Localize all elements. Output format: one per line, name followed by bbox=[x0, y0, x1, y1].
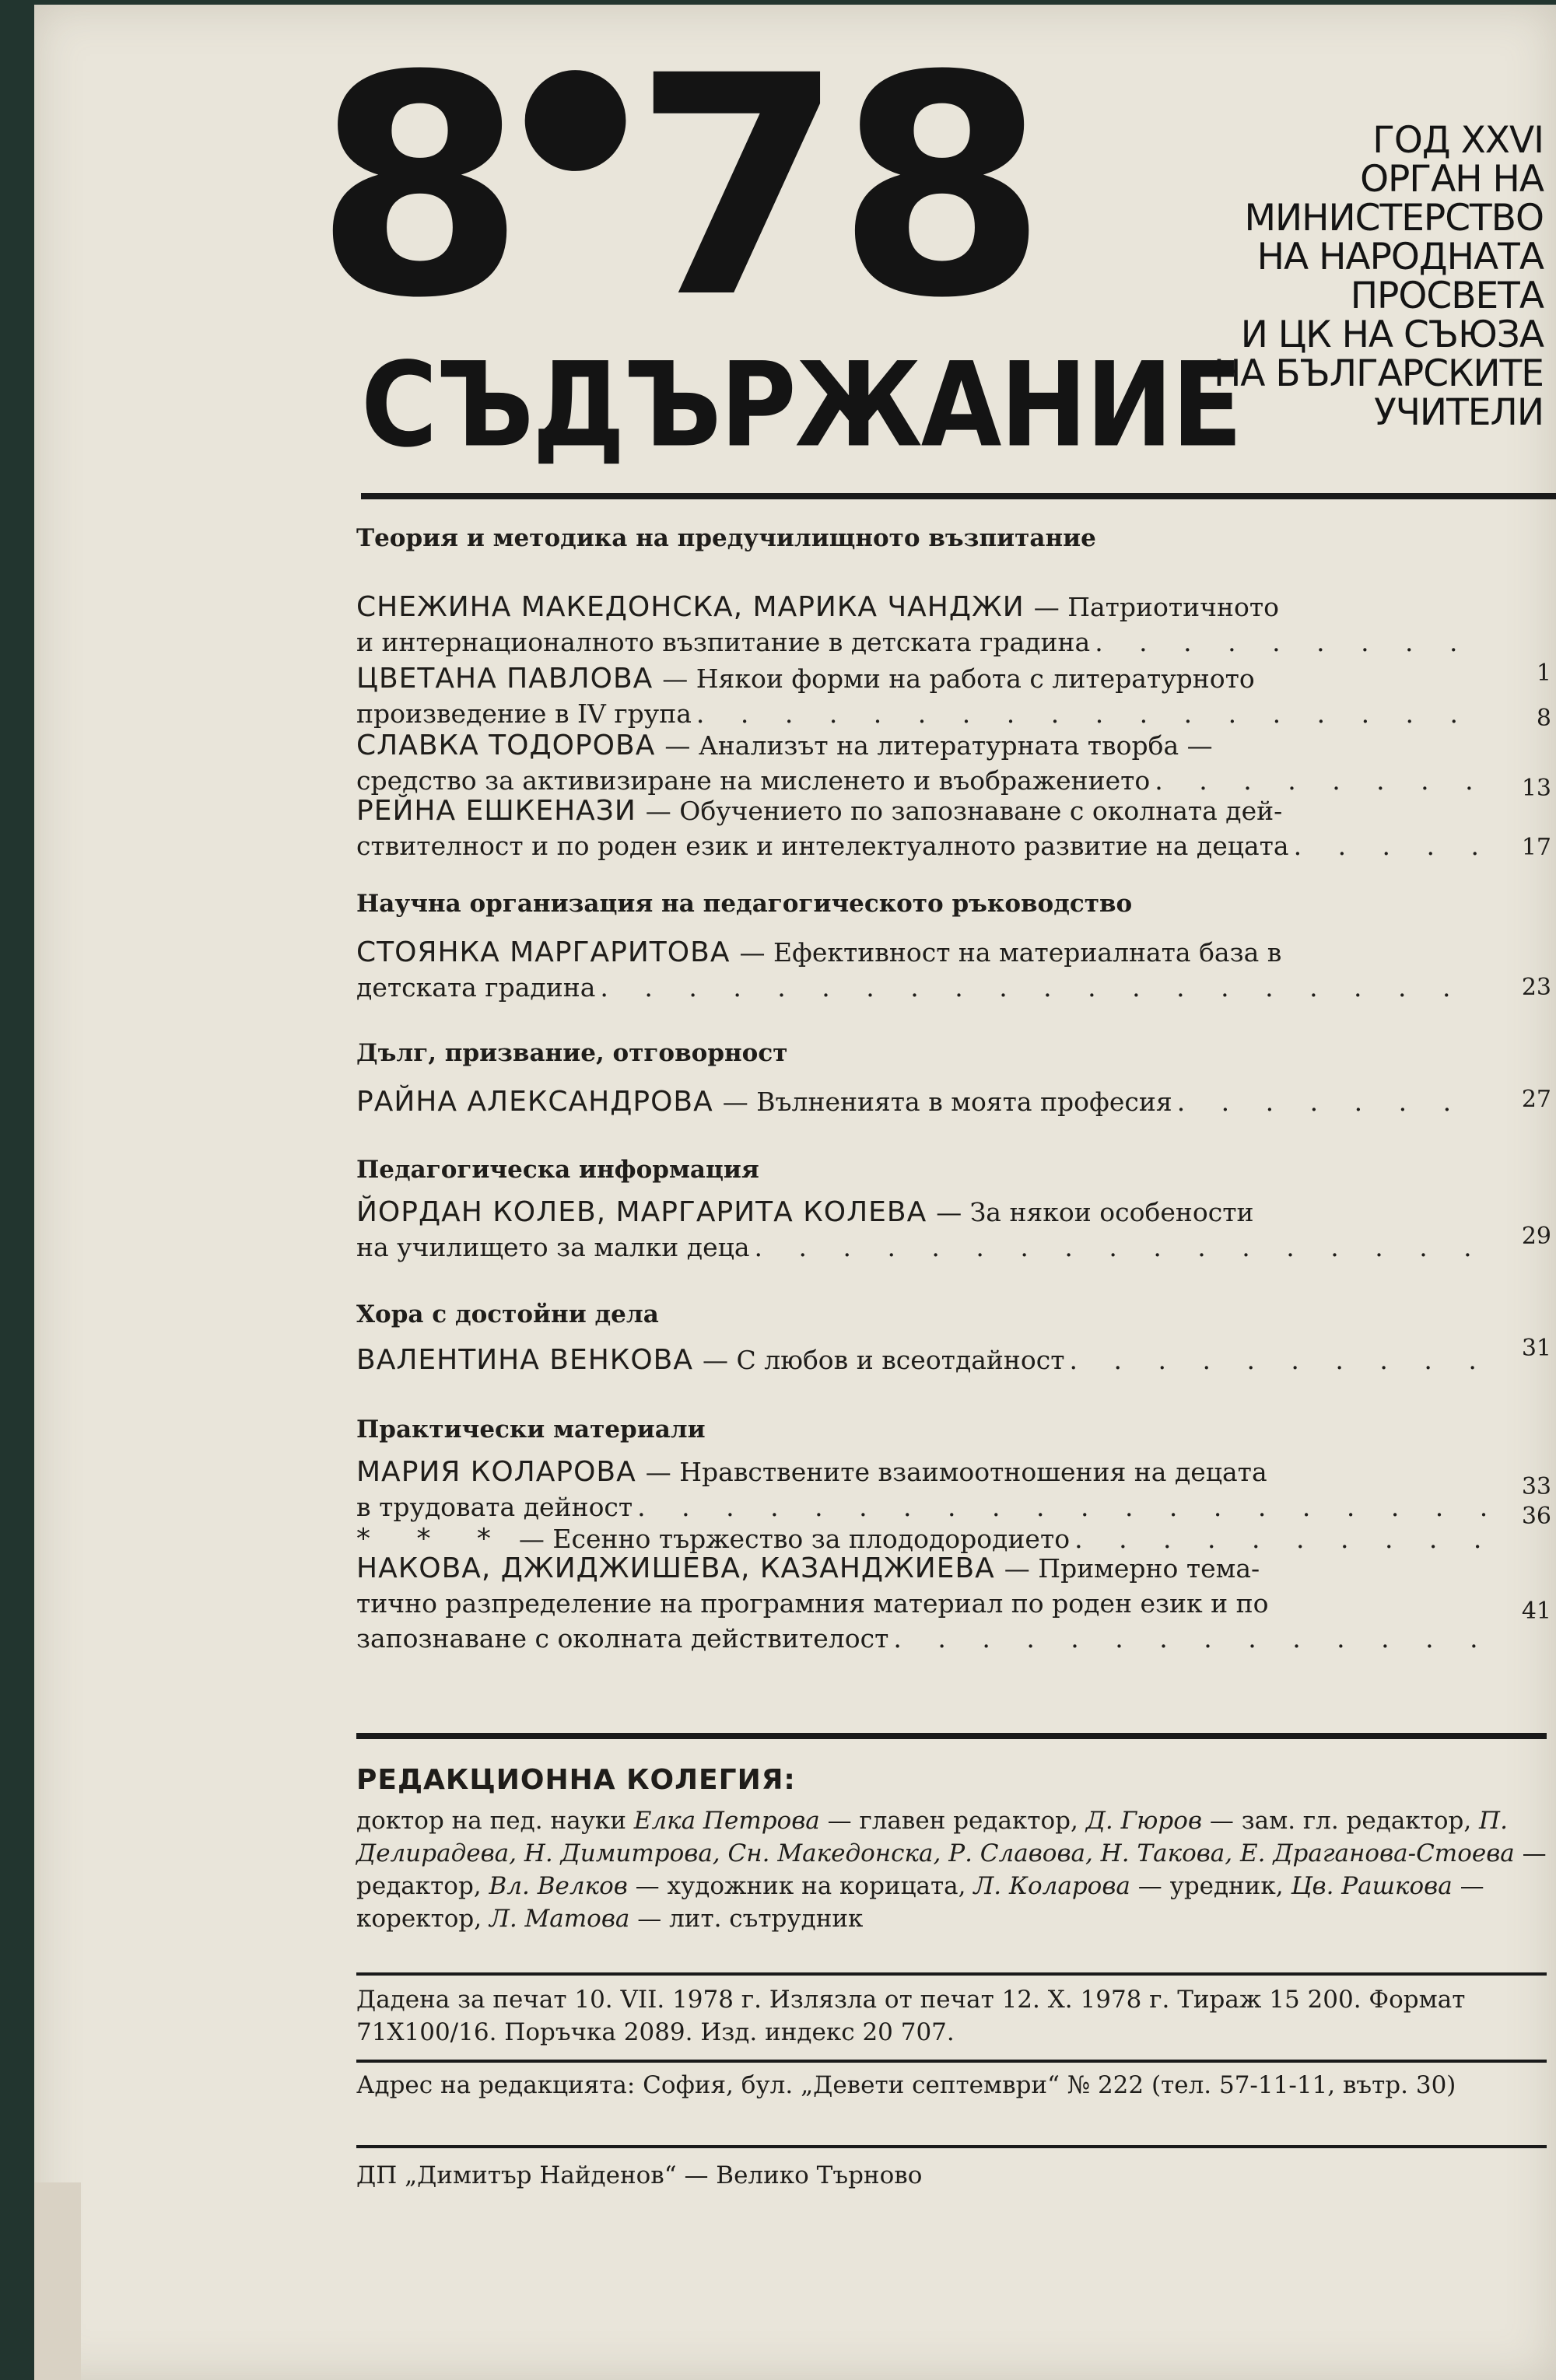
entry-author: * * * bbox=[356, 1523, 510, 1555]
entry-title: — Примерно тема- bbox=[1004, 1553, 1260, 1584]
magazine-page bbox=[34, 5, 1556, 2380]
masthead-line: ГОД XXVI bbox=[1372, 119, 1544, 162]
entry-author: ВАЛЕНТИНА ВЕНКОВА bbox=[356, 1344, 694, 1376]
entry-title: ствителност и по роден език и интелектуалното развитие на децата bbox=[356, 831, 1289, 861]
dot-leader bbox=[600, 970, 1488, 1005]
toc-entry bbox=[356, 1551, 1492, 1656]
toc-entry bbox=[356, 728, 1492, 798]
editor-name: Вл. Велков bbox=[489, 1872, 628, 1900]
entry-title: — Нравствените взаимоотношения на децата bbox=[645, 1457, 1267, 1487]
editorial-board-title: РЕДАКЦИОННА КОЛЕГИЯ: bbox=[356, 1764, 796, 1796]
editor-name: Д. Гюров bbox=[1085, 1807, 1202, 1835]
entry-title: — Анализът на литературната творба — bbox=[664, 730, 1213, 761]
masthead-line: УЧИТЕЛИ bbox=[1374, 391, 1544, 434]
masthead-line: ОРГАН НА bbox=[1360, 158, 1544, 201]
dot-leader bbox=[1095, 625, 1488, 660]
entry-title: тично разпределение на програмния материал по роден език и по bbox=[356, 1588, 1269, 1619]
editorial-rule bbox=[356, 1733, 1547, 1739]
header-rule bbox=[361, 493, 1556, 499]
editor-name: Цв. Рашкова bbox=[1291, 1872, 1453, 1900]
toc-entry bbox=[356, 590, 1492, 660]
page-number: 23 bbox=[1521, 974, 1551, 1001]
editor-name: Л. Коларова bbox=[973, 1872, 1130, 1900]
printer-info: ДП „Димитър Найденов“ — Велико Търново bbox=[356, 2161, 923, 2189]
section-heading: Теория и методика на предучилищното възпитание bbox=[356, 524, 1096, 552]
printer-rule bbox=[356, 2145, 1547, 2148]
entry-title: — Обучението по запознаване с околната дей- bbox=[645, 796, 1283, 826]
entry-author: ЦВЕТАНА ПАВЛОВА bbox=[356, 663, 654, 695]
page-number: 8 bbox=[1536, 705, 1551, 732]
issue-dot: ● bbox=[517, 33, 633, 187]
masthead-line: ПРОСВЕТА bbox=[1350, 275, 1544, 317]
entry-title: — С любов и всеотдайност bbox=[703, 1345, 1065, 1375]
page-number: 41 bbox=[1521, 1598, 1551, 1625]
entry-author: СНЕЖИНА МАКЕДОНСКА, МАРИКА ЧАНДЖИ bbox=[356, 591, 1025, 623]
toc-entry bbox=[356, 661, 1492, 731]
print-info: Дадена за печат 10. VII. 1978 г. Излязла от печат 12. X. 1978 г. Тираж 15 200. Формат 71Х100/16. Поръчка 2089. Изд. индекс 20 707. bbox=[356, 1986, 1466, 2046]
entry-title: детската градина bbox=[356, 972, 596, 1003]
toc-entry bbox=[356, 1084, 1492, 1119]
page-number: 33 bbox=[1521, 1473, 1551, 1500]
editor-name: Л. Матова bbox=[489, 1905, 630, 1933]
page-number: 27 bbox=[1521, 1086, 1551, 1113]
toc-entry bbox=[356, 935, 1492, 1005]
issue-year: 78 bbox=[633, 11, 1040, 364]
toc-entry bbox=[356, 1195, 1492, 1265]
page-number: 31 bbox=[1521, 1335, 1551, 1362]
entry-title: в трудовата дейност bbox=[356, 1492, 633, 1522]
entry-author: СЛАВКА ТОДОРОВА bbox=[356, 730, 656, 761]
entry-title: запознаване с околната действителост bbox=[356, 1623, 889, 1654]
entry-title: — Някои форми на работа с литературното bbox=[662, 663, 1255, 694]
entry-author: НАКОВА, ДЖИДЖИШЕВА, КАЗАНДЖИЕВА bbox=[356, 1552, 995, 1584]
entry-author: РАЙНА АЛЕКСАНДРОВА bbox=[356, 1086, 713, 1118]
page-number: 13 bbox=[1521, 775, 1551, 802]
issue-number-digit: 8 bbox=[314, 11, 518, 364]
section-heading: Хора с достойни дела bbox=[356, 1300, 659, 1328]
entry-title: — Патриотичното bbox=[1033, 592, 1279, 622]
entry-title: на училището за малки деца bbox=[356, 1232, 750, 1262]
editorial-address: Адрес на редакцията: София, бул. „Девети септември“ № 222 (тел. 57-11-11, вътр. 30) bbox=[356, 2071, 1456, 2099]
editorial-board-text: доктор на пед. науки Елка Петрова — главен редактор, Д. Гюров — зам. гл. редактор, П. Делирадева, Н. Димитрова, Сн. Македонска, Р. Славова, Н. Такова, Е. Драганова-Стоева — редактор, Вл. Велков — художник на корицата, Л. Коларова — уредник, Цв. Рашкова — коректор, Л. Матова — лит. сътрудник bbox=[356, 1807, 1547, 1933]
entry-title: — Вълненията в моята професия bbox=[722, 1087, 1172, 1117]
toc-entry bbox=[356, 1342, 1492, 1377]
entry-title: и интернационалното възпитание в детската градина bbox=[356, 627, 1091, 657]
page-number: 29 bbox=[1521, 1223, 1551, 1250]
page-edge bbox=[34, 2182, 81, 2380]
section-heading: Педагогическа информация bbox=[356, 1156, 759, 1184]
masthead bbox=[1201, 121, 1544, 432]
dot-leader bbox=[1294, 828, 1488, 863]
entry-author: ЙОРДАН КОЛЕВ, МАРГАРИТА КОЛЕВА bbox=[356, 1196, 927, 1228]
page-number: 17 bbox=[1521, 834, 1551, 861]
entry-title: средство за активизиране на мисленето и въображението bbox=[356, 765, 1151, 796]
dot-leader bbox=[1070, 1342, 1488, 1377]
entry-author: РЕЙНА ЕШКЕНАЗИ bbox=[356, 795, 636, 827]
entry-author: СТОЯНКА МАРГАРИТОВА bbox=[356, 936, 731, 968]
section-heading: Практически материали bbox=[356, 1416, 706, 1444]
page-number: 36 bbox=[1521, 1503, 1551, 1530]
dot-leader bbox=[893, 1621, 1488, 1656]
imprint-rule bbox=[356, 1972, 1547, 1976]
entry-title: — Есенно тържество за плододородието bbox=[518, 1524, 1071, 1554]
entry-author: МАРИЯ КОЛАРОВА bbox=[356, 1456, 636, 1488]
entry-title: — Ефективност на материалната база в bbox=[739, 937, 1282, 968]
entry-title: — За някои особености bbox=[936, 1197, 1254, 1227]
dot-leader bbox=[755, 1230, 1488, 1265]
entry-title: произведение в IV група bbox=[356, 698, 692, 729]
masthead-line: И ЦК НА СЪЮЗА bbox=[1240, 313, 1544, 356]
masthead-line: НА БЪЛГАРСКИТЕ bbox=[1213, 352, 1544, 395]
section-heading: Дълг, призвание, отговорност bbox=[356, 1039, 788, 1067]
page-number: 1 bbox=[1536, 660, 1551, 687]
contents-title: СЪДЪРЖАНИЕ bbox=[361, 337, 1242, 474]
masthead-line: МИНИСТЕРСТВО bbox=[1244, 197, 1544, 240]
dot-leader bbox=[1177, 1084, 1488, 1119]
issue-number bbox=[314, 11, 1040, 364]
dot-leader bbox=[696, 696, 1488, 731]
masthead-line: НА НАРОДНАТА bbox=[1256, 236, 1544, 278]
editor-name: П. Делирадева, Н. Димитрова, Сн. Македонска, Р. Славова, Н. Такова, Е. Драганова-Стоева bbox=[356, 1807, 1515, 1867]
editor-name: Елка Петрова bbox=[633, 1807, 820, 1835]
dot-leader bbox=[637, 1489, 1488, 1524]
toc-entry bbox=[356, 793, 1492, 863]
section-heading: Научна организация на педагогическото ръководство bbox=[356, 890, 1133, 918]
address-rule bbox=[356, 2060, 1547, 2063]
toc-entry bbox=[356, 1454, 1492, 1524]
